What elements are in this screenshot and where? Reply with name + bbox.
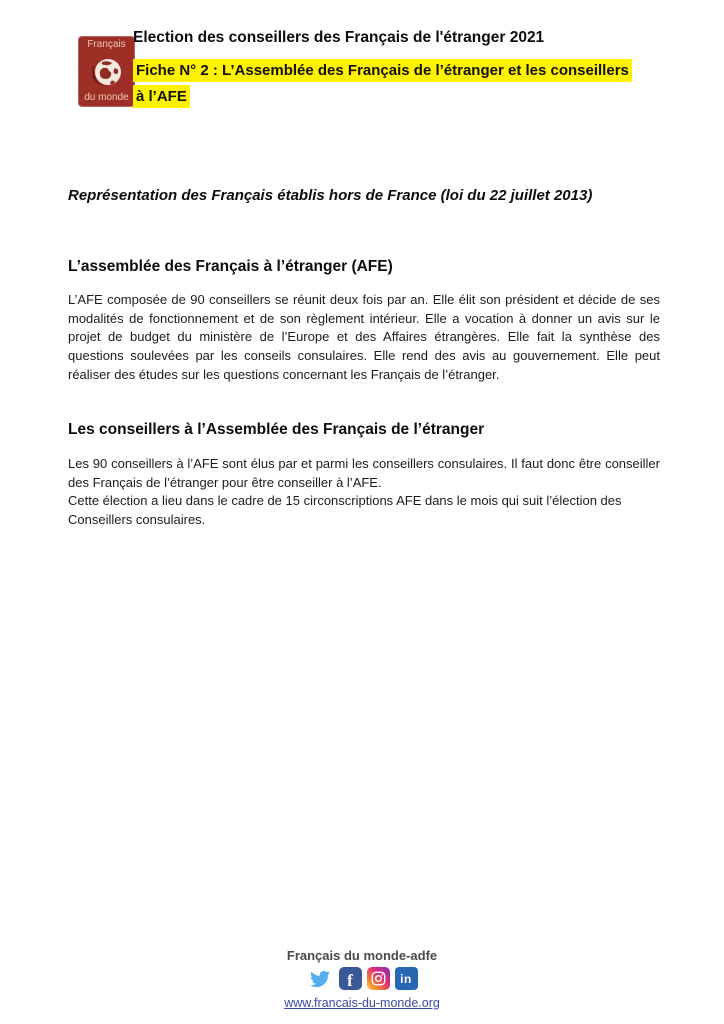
paragraph-conseillers-part2: Cette élection a lieu dans le cadre de 15 circonscriptions AFE dans le mois qui suit l’élection des Conseillers consulaires. [68, 493, 622, 528]
law-heading: Représentation des Français établis hors de France (loi du 22 juillet 2013) [68, 187, 593, 204]
facebook-icon[interactable]: f [339, 967, 362, 990]
instagram-icon[interactable] [367, 967, 390, 990]
highlighted-subtitle-text: Fiche N° 2 : L’Assemblée des Français de l’étranger et les conseillers à l’AFE [133, 59, 632, 109]
footer-brand-text: Français du monde-adfe [286, 948, 438, 963]
logo-text-bottom: du monde [84, 92, 129, 103]
section-heading-conseillers: Les conseillers à l’Assemblée des Français de l’étranger [68, 421, 485, 438]
document-title: Election des conseillers des Français de l'étranger 2021 [133, 29, 545, 46]
twitter-icon[interactable] [307, 967, 334, 990]
section-heading-afe: L’assemblée des Français à l’étranger (AFE) [68, 258, 393, 275]
website-link[interactable]: www.francais-du-monde.org [284, 996, 440, 1010]
social-icons-row [0, 967, 724, 990]
logo-text-top: Français [87, 39, 126, 50]
paragraph-conseillers [68, 455, 660, 530]
linkedin-icon[interactable]: in [395, 967, 418, 990]
paragraph-conseillers-part1: Les 90 conseillers à l’AFE sont élus par et parmi les conseillers consulaires. Il faut donc être conseiller des Français de l’étranger pour être conseiller à l’AFE. [68, 456, 660, 490]
globe-icon [89, 54, 125, 90]
footer [0, 948, 724, 1012]
francais-du-monde-logo [78, 36, 135, 107]
paragraph-afe: L’AFE composée de 90 conseillers se réunit deux fois par an. Elle élit son président et décide de ses modalités de fonctionnement et de son règlement intérieur. Elle a vocation à donner un avis sur le projet de budget du ministère de l’Europe et des Affaires étrangères. Elle fait la synthèse des questions soulevées par les conseils consulaires. Elle rend des avis au gouvernement. Elle peut réaliser des études sur les questions concernant les Français de l’étranger. [68, 292, 660, 382]
header [133, 27, 645, 111]
document-subtitle [133, 58, 633, 111]
